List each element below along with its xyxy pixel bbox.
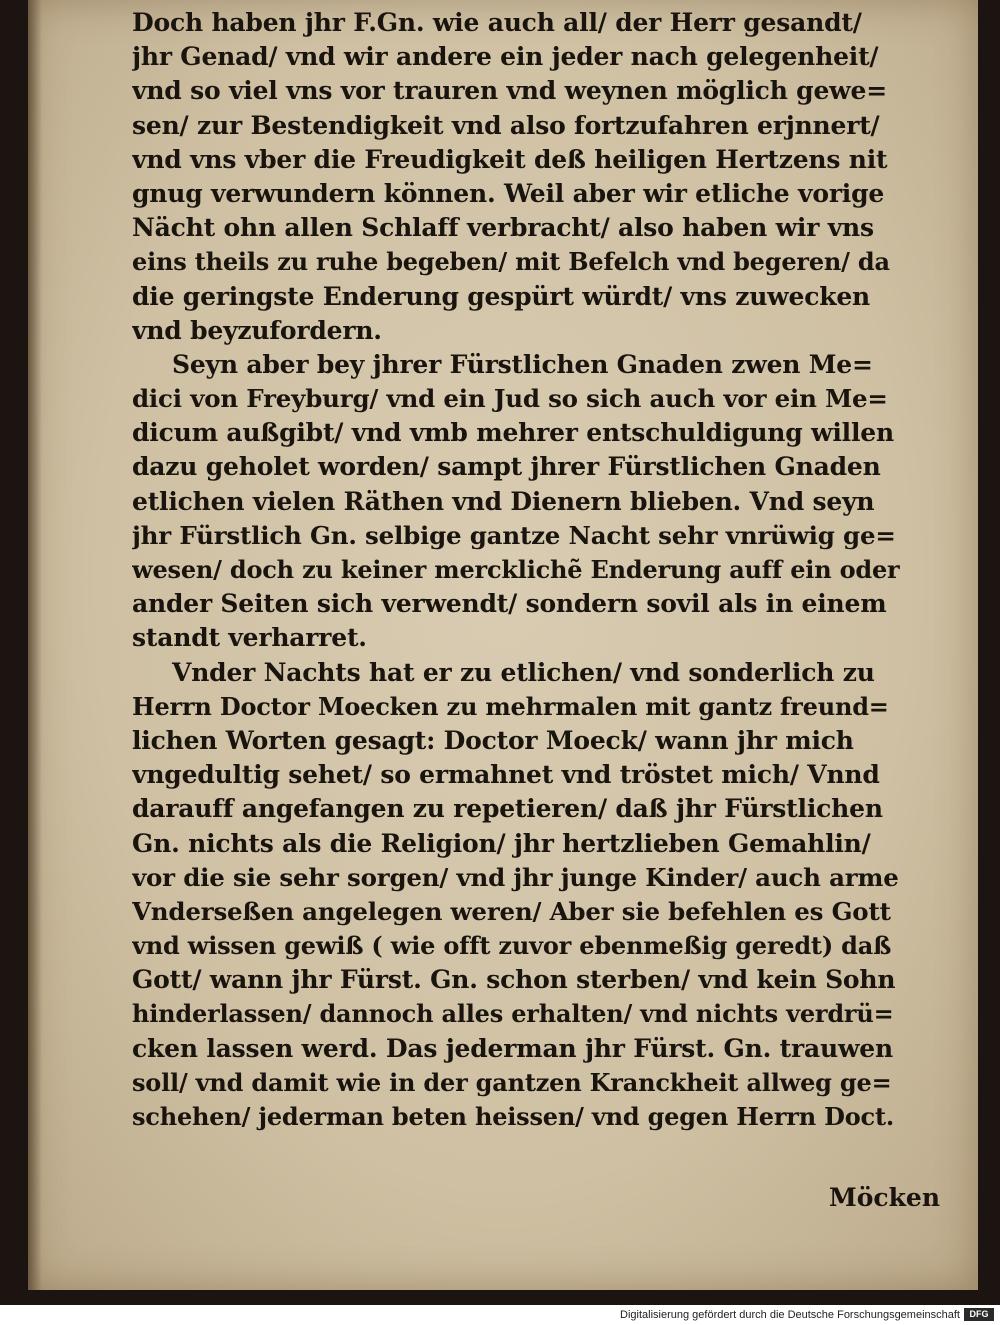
text-line: etlichen vielen Räthen vnd Dienern blieben. Vnd seyn xyxy=(132,486,875,516)
text-line: dicum außgibt/ vnd vmb mehrer entschuldigung willen xyxy=(132,418,894,448)
text-line: standt verharret. xyxy=(132,623,367,653)
text-line: Nächt ohn allen Schlaff verbracht/ also haben wir vns xyxy=(132,213,874,243)
text-line: dici von Freyburg/ vnd ein Jud so sich auch vor ein Me= xyxy=(132,384,888,414)
text-line: vnd wissen gewiß ( wie offt zuvor ebenmeßig geredt) daß xyxy=(132,931,892,961)
text-line: vnd beyzufordern. xyxy=(132,315,382,345)
text-line: cken lassen werd. Das jederman jhr Fürst. Gn. trauwen xyxy=(132,1033,893,1063)
text-line: Doch haben jhr F.Gn. wie auch all/ der Herr gesandt/ xyxy=(132,8,862,37)
paragraph-start-line: Seyn aber bey jhrer Fürstlichen Gnaden zwen Me= xyxy=(172,349,873,379)
text-line: schehen/ jederman beten heissen/ vnd gegen Herrn Doct. xyxy=(132,1102,894,1131)
text-line: vngedultig sehet/ so ermahnet vnd tröstet mich/ Vnnd xyxy=(132,760,880,790)
text-line: Herrn Doctor Moecken zu mehrmalen mit gantz freund= xyxy=(132,691,889,721)
text-line: Gott/ wann jhr Fürst. Gn. schon sterben/ vnd kein Sohn xyxy=(132,965,896,995)
body-text xyxy=(132,6,902,1134)
text-line: gnug verwundern können. Weil aber wir etliche vorige xyxy=(132,178,885,208)
text-line: darauff angefangen zu repetieren/ daß jhr Fürstlichen xyxy=(132,794,883,824)
text-line: Gn. nichts als die Religion/ jhr hertzlieben Gemahlin/ xyxy=(132,828,871,858)
text-line: soll/ vnd damit wie in der gantzen Kranckheit allweg ge= xyxy=(132,1067,892,1097)
text-line: lichen Worten gesagt: Doctor Moeck/ wann jhr mich xyxy=(132,725,854,755)
text-line: hinderlassen/ dannoch alles erhalten/ vnd nichts verdrü= xyxy=(132,999,894,1029)
footer-bar xyxy=(0,1305,1000,1325)
text-line: vnd vns vber die Freudigkeit deß heiligen Hertzens nit xyxy=(132,144,888,174)
text-line: dazu geholet worden/ sampt jhrer Fürstlichen Gnaden xyxy=(132,452,881,482)
text-line: die geringste Enderung gespürt würdt/ vns zuwecken xyxy=(132,281,871,311)
text-line: Vnderseßen angelegen weren/ Aber sie befehlen es Gott xyxy=(132,896,891,926)
catchword: Möcken xyxy=(829,1183,940,1212)
dfg-logo: DFG xyxy=(964,1308,994,1321)
text-line: sen/ zur Bestendigkeit vnd also fortzufahren erjnnert/ xyxy=(132,110,880,140)
page-binding-shadow xyxy=(28,0,42,1290)
text-line: ander Seiten sich verwendt/ sondern sovil als in einem xyxy=(132,589,887,619)
text-line: wesen/ doch zu keiner mercklichẽ Enderung auff ein oder xyxy=(132,555,900,584)
funding-credit: Digitalisierung gefördert durch die Deutsche Forschungsgemeinschaft xyxy=(620,1309,960,1321)
text-line: vnd so viel vns vor trauren vnd weynen möglich gewe= xyxy=(132,76,887,106)
text-line: eins theils zu ruhe begeben/ mit Befelch vnd begeren/ da xyxy=(132,247,890,277)
text-line: jhr Fürstlich Gn. selbige gantze Nacht sehr vnrüwig ge= xyxy=(132,520,896,550)
paragraph-start-line: Vnder Nachts hat er zu etlichen/ vnd sonderlich zu xyxy=(172,657,875,687)
text-line: jhr Genad/ vnd wir andere ein jeder nach gelegenheit/ xyxy=(132,42,879,72)
text-line: vor die sie sehr sorgen/ vnd jhr junge Kinder/ auch arme xyxy=(132,862,899,892)
